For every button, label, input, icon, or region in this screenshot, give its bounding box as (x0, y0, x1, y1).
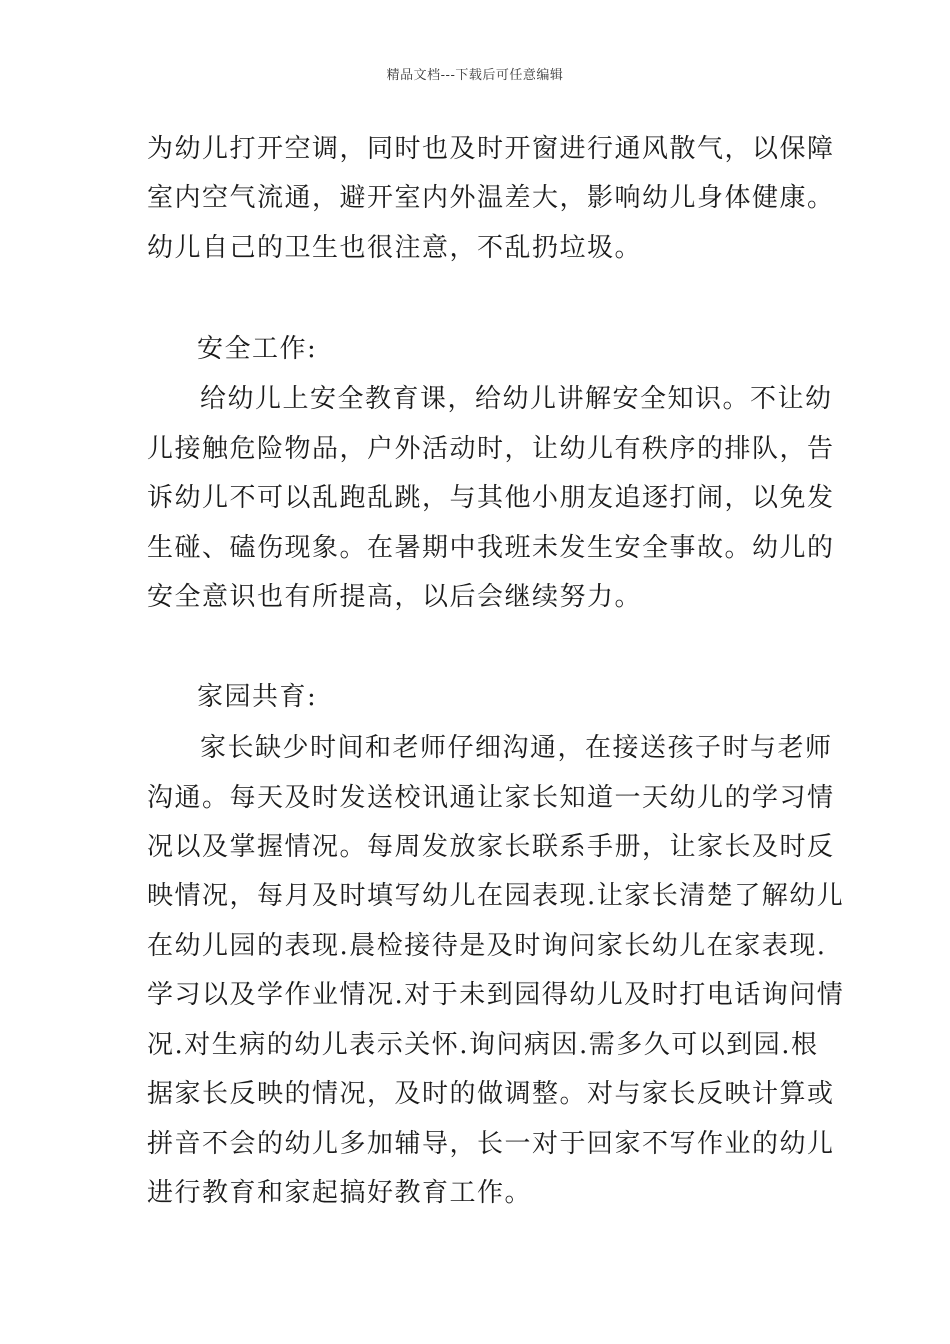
paragraph-line: 幼儿自己的卫生也很注意，不乱扔垃圾。 (147, 233, 643, 263)
page-header: 精品文档---下载后可任意编辑 (386, 68, 564, 83)
paragraph-line: 况以及掌握情况。每周发放家长联系手册，让家长及时反 (147, 832, 835, 862)
paragraph-line: 安全意识也有所提高，以后会继续努力。 (147, 582, 643, 612)
section-heading-home: 家园共育: (197, 682, 318, 712)
paragraph-line: 室内空气流通，避开室内外温差大，影响幼儿身体健康。 (147, 183, 835, 213)
paragraph-line: 进行教育和家起搞好教育工作。 (147, 1178, 533, 1208)
paragraph-line: 诉幼儿不可以乱跑乱跳，与其他小朋友追逐打闹，以免发 (147, 483, 835, 513)
paragraph-line: 为幼儿打开空调，同时也及时开窗进行通风散气，以保障 (147, 134, 835, 164)
paragraph-line: 沟通。每天及时发送校讯通让家长知道一天幼儿的学习情 (147, 783, 835, 813)
paragraph-line: 在幼儿园的表现.晨检接待是及时询问家长幼儿在家表现. (147, 931, 827, 961)
paragraph-line: 家长缺少时间和老师仔细沟通，在接送孩子时与老师 (200, 733, 833, 763)
paragraph-line: 映情况，每月及时填写幼儿在园表现.让家长清楚了解幼儿 (147, 881, 845, 911)
paragraph-line: 学习以及学作业情况.对于未到园得幼儿及时打电话询问情 (147, 980, 845, 1010)
paragraph-line: 据家长反映的情况，及时的做调整。对与家长反映计算或 (147, 1079, 835, 1109)
section-heading-safety: 安全工作: (197, 334, 318, 364)
paragraph-line: 生碰、磕伤现象。在暑期中我班未发生安全事故。幼儿的 (147, 533, 835, 563)
paragraph-line: 拼音不会的幼儿多加辅导，长一对于回家不写作业的幼儿 (147, 1129, 835, 1159)
paragraph-line: 给幼儿上安全教育课，给幼儿讲解安全知识。不让幼 (200, 384, 833, 414)
paragraph-line: 况.对生病的幼儿表示关怀.询问病因.需多久可以到园.根 (147, 1030, 819, 1060)
paragraph-line: 儿接触危险物品，户外活动时，让幼儿有秩序的排队，告 (147, 434, 835, 464)
